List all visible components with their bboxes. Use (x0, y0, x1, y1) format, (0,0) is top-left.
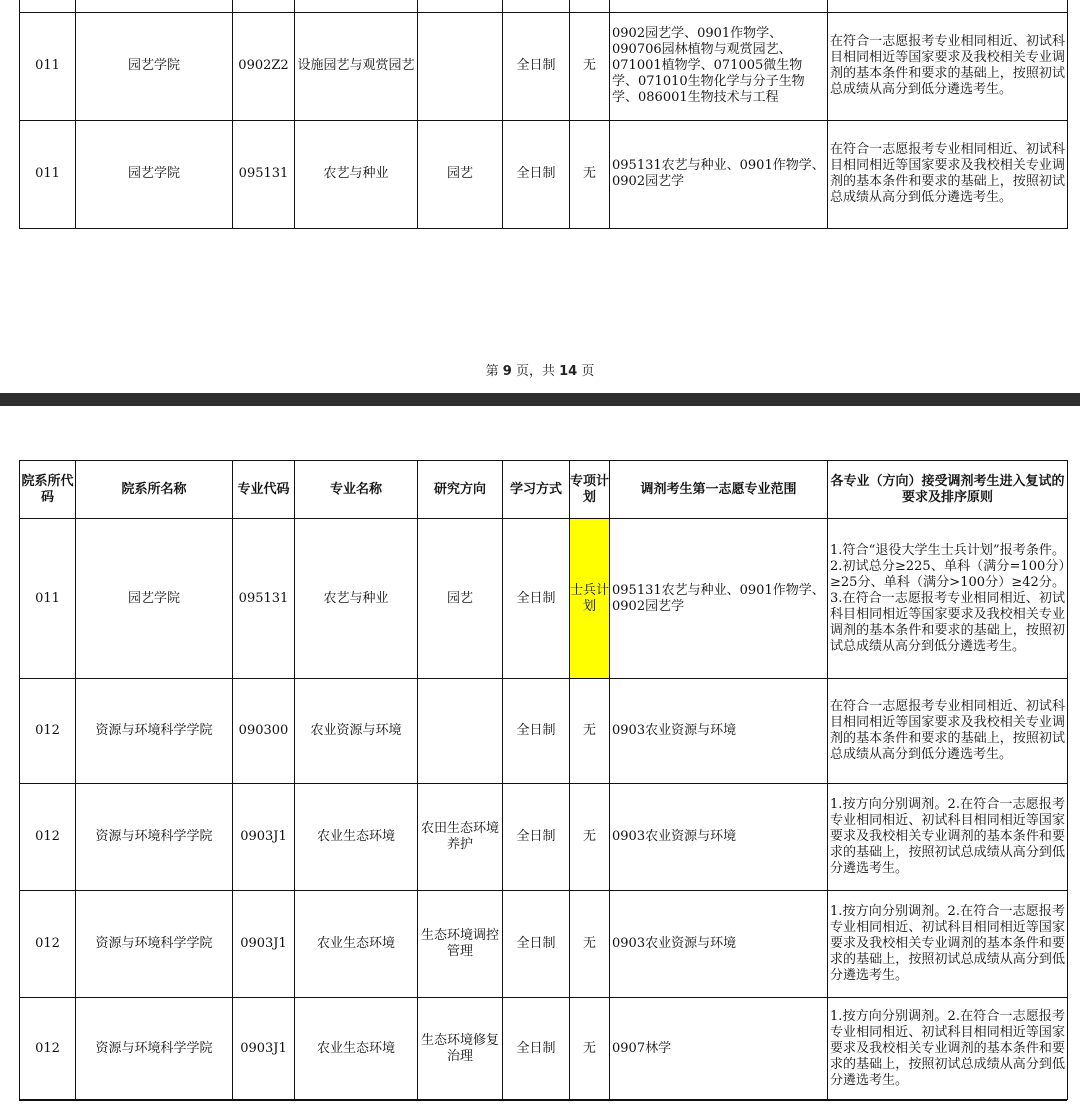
header-major-name: 专业名称 (295, 461, 418, 519)
footer-mid: 页，共 (511, 364, 560, 379)
major-code-cell: 095131 (233, 519, 295, 679)
requirements-cell: 在符合一志愿报考专业相同相近、初试科目相同相近等国家要求及我校相关专业调剂的基本条件和要求的基础上，按照初试总成绩从高分到低分遴选考生。 (828, 12, 1068, 120)
study-mode-cell: 全日制 (503, 891, 570, 998)
direction-cell: 生态环境修复治理 (418, 998, 503, 1100)
major-name-cell: 设施园艺与观赏园艺 (295, 12, 418, 120)
dept-name-cell: 资源与环境科学学院 (76, 998, 233, 1100)
study-mode-cell: 全日制 (503, 679, 570, 784)
dept-name-cell: 资源与环境科学学院 (76, 891, 233, 998)
special-plan-cell: 无 (570, 12, 610, 120)
major-name-cell: 农艺与种业 (295, 519, 418, 679)
dept-name-cell: 园艺学院 (76, 12, 233, 120)
requirements-cell: 1.按方向分别调剂。2.在符合一志愿报考专业相同相近、初试科目相同相近等国家要求及我校相关专业调剂的基本条件和要求的基础上，按照初试总成绩从高分到低分遴选考生。 (828, 784, 1068, 891)
dept-code-cell: 012 (20, 998, 76, 1100)
page-separator (0, 393, 1080, 406)
header-dept-name: 院系所名称 (76, 461, 233, 519)
table-row (20, 120, 1068, 228)
special-plan-cell: 无 (570, 679, 610, 784)
footer-suffix: 页 (577, 364, 595, 379)
page2-table (19, 460, 1068, 1100)
dept-name-cell: 园艺学院 (76, 120, 233, 228)
major-name-cell: 农业资源与环境 (295, 679, 418, 784)
table-row (20, 12, 1068, 120)
study-mode-cell: 全日制 (503, 120, 570, 228)
major-name-cell: 农艺与种业 (295, 120, 418, 228)
direction-cell (418, 679, 503, 784)
dept-code-cell: 011 (20, 12, 76, 120)
requirements-cell: 在符合一志愿报考专业相同相近、初试科目相同相近等国家要求及我校相关专业调剂的基本条件和要求的基础上，按照初试总成绩从高分到低分遴选考生。 (828, 679, 1068, 784)
scope-cell: 0907林学 (610, 998, 828, 1100)
direction-cell: 园艺 (418, 519, 503, 679)
header-dept-code: 院系所代码 (20, 461, 76, 519)
scope-cell: 095131农艺与种业、0901作物学、0902园艺学 (610, 120, 828, 228)
footer-prefix: 第 (485, 364, 503, 379)
direction-cell: 农田生态环境养护 (418, 784, 503, 891)
current-page-number: 9 (502, 364, 512, 379)
direction-cell: 生态环境调控管理 (418, 891, 503, 998)
direction-cell (418, 12, 503, 120)
table-row (20, 891, 1068, 998)
table-row (20, 679, 1068, 784)
major-code-cell: 0903J1 (233, 784, 295, 891)
study-mode-cell: 全日制 (503, 998, 570, 1100)
dept-code-cell: 012 (20, 679, 76, 784)
direction-cell: 园艺 (418, 120, 503, 228)
requirements-cell: 1.按方向分别调剂。2.在符合一志愿报考专业相同相近、初试科目相同相近等国家要求及我校相关专业调剂的基本条件和要求的基础上，按照初试总成绩从高分到低分遴选考生。 (828, 891, 1068, 998)
special-plan-cell: 无 (570, 120, 610, 228)
scope-cell: 0903农业资源与环境 (610, 679, 828, 784)
header-direction: 研究方向 (418, 461, 503, 519)
special-plan-cell: 无 (570, 891, 610, 998)
requirements-cell: 1.符合“退役大学生士兵计划”报考条件。2.初试总分≥225、单科（满分=100分）≥25分、单科（满分>100分）≥42分。3.在符合一志愿报考专业相同相近、初试科目相同相近等国家要求及我校相关专业调剂的基本条件和要求的基础上，按照初试总成绩从高分到低分遴选考生。 (828, 519, 1068, 679)
study-mode-cell: 全日制 (503, 784, 570, 891)
requirements-cell: 在符合一志愿报考专业相同相近、初试科目相同相近等国家要求及我校相关专业调剂的基本条件和要求的基础上，按照初试总成绩从高分到低分遴选考生。 (828, 120, 1068, 228)
major-name-cell: 农业生态环境 (295, 891, 418, 998)
study-mode-cell: 全日制 (503, 519, 570, 679)
table-header-row (20, 461, 1068, 519)
major-code-cell: 095131 (233, 120, 295, 228)
table-row (20, 998, 1068, 1100)
dept-code-cell: 011 (20, 519, 76, 679)
special-plan-cell: 无 (570, 998, 610, 1100)
page1-table (19, 0, 1068, 229)
scope-cell: 0903农业资源与环境 (610, 891, 828, 998)
table-row (20, 0, 1068, 12)
header-scope: 调剂考生第一志愿专业范围 (610, 461, 828, 519)
major-code-cell: 0902Z2 (233, 12, 295, 120)
table-row (20, 519, 1068, 679)
table-bottom-border (19, 1099, 1067, 1101)
table-row (20, 784, 1068, 891)
dept-name-cell: 园艺学院 (76, 519, 233, 679)
dept-code-cell: 012 (20, 891, 76, 998)
header-major-code: 专业代码 (233, 461, 295, 519)
dept-code-cell: 011 (20, 120, 76, 228)
total-page-number: 14 (559, 364, 578, 379)
major-code-cell: 0903J1 (233, 998, 295, 1100)
scope-cell: 0902园艺学、0901作物学、090706园林植物与观赏园艺、071001植物学、071005微生物学、071010生物化学与分子生物学、086001生物技术与工程 (610, 12, 828, 120)
dept-code-cell: 012 (20, 784, 76, 891)
dept-name-cell: 资源与环境科学学院 (76, 679, 233, 784)
requirements-cell: 1.按方向分别调剂。2.在符合一志愿报考专业相同相近、初试科目相同相近等国家要求及我校相关专业调剂的基本条件和要求的基础上，按照初试总成绩从高分到低分遴选考生。 (828, 998, 1068, 1100)
major-name-cell: 农业生态环境 (295, 784, 418, 891)
study-mode-cell: 全日制 (503, 12, 570, 120)
scope-cell: 095131农艺与种业、0901作物学、0902园艺学 (610, 519, 828, 679)
scope-cell: 0903农业资源与环境 (610, 784, 828, 891)
major-name-cell: 农业生态环境 (295, 998, 418, 1100)
header-study-mode: 学习方式 (503, 461, 570, 519)
major-code-cell: 090300 (233, 679, 295, 784)
major-code-cell: 0903J1 (233, 891, 295, 998)
page-footer (0, 360, 1080, 379)
header-requirements: 各专业（方向）接受调剂考生进入复试的要求及排序原则 (828, 461, 1068, 519)
special-plan-highlight-cell: 士兵计划 (570, 519, 610, 679)
dept-name-cell: 资源与环境科学学院 (76, 784, 233, 891)
special-plan-cell: 无 (570, 784, 610, 891)
header-special-plan: 专项计划 (570, 461, 610, 519)
